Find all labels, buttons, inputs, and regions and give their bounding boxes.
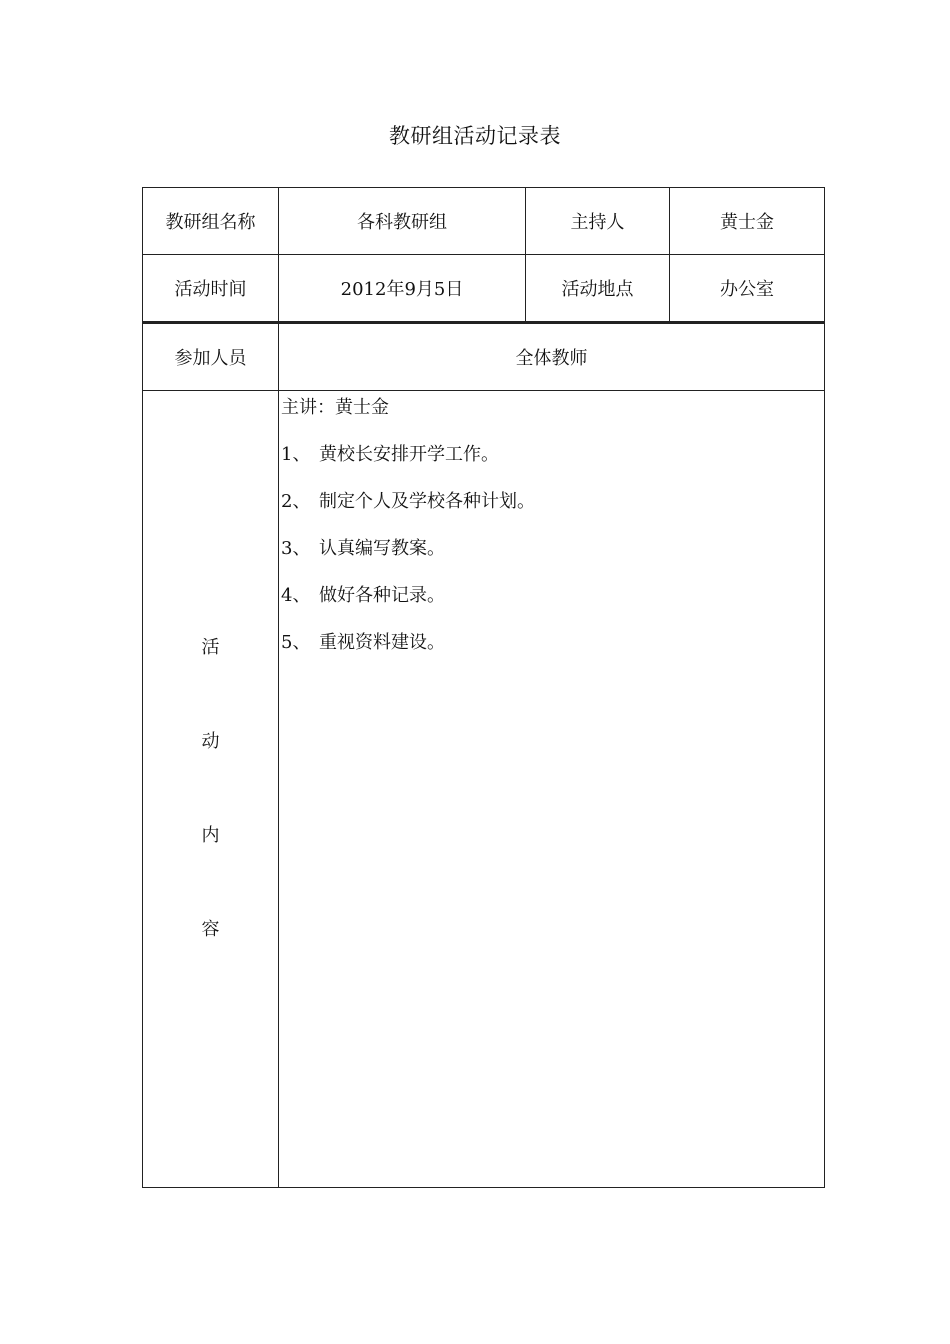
- table-row: [143, 255, 825, 323]
- participants-label: 参加人员: [143, 323, 279, 391]
- presenter-line: 主讲：黄士金: [281, 397, 389, 418]
- list-item: [281, 442, 824, 468]
- list-number: 5、: [281, 632, 311, 653]
- list-number: 1、: [281, 444, 311, 465]
- label-char: 动: [201, 731, 220, 752]
- list-item: [281, 489, 824, 515]
- activity-time-value: 2012年9月5日: [279, 255, 526, 323]
- activity-content-label: [143, 391, 279, 1188]
- activity-content-cell: [279, 391, 825, 1188]
- list-text: 制定个人及学校各种计划。: [319, 491, 535, 512]
- list-number: 2、: [281, 491, 311, 512]
- list-text: 认真编写教案。: [319, 538, 445, 559]
- activity-place-value: 办公室: [670, 255, 825, 323]
- table-row: [143, 188, 825, 255]
- list-number: 4、: [281, 585, 311, 606]
- group-name-label: 教研组名称: [143, 188, 279, 255]
- activity-record-table: [142, 187, 825, 1188]
- list-text: 做好各种记录。: [319, 585, 445, 606]
- group-name-value: 各科教研组: [279, 188, 526, 255]
- list-text: 重视资料建设。: [319, 632, 445, 653]
- list-item: [281, 630, 824, 656]
- page-title: 教研组活动记录表: [389, 124, 561, 148]
- label-char: 内: [201, 825, 220, 846]
- label-char: 容: [201, 919, 220, 940]
- participants-value: 全体教师: [279, 323, 825, 391]
- activity-time-label: 活动时间: [143, 255, 279, 323]
- host-label: 主持人: [526, 188, 670, 255]
- host-value: 黄士金: [670, 188, 825, 255]
- table-row: [143, 323, 825, 391]
- label-char: 活: [201, 637, 220, 658]
- list-item: [281, 583, 824, 609]
- list-text: 黄校长安排开学工作。: [319, 444, 499, 465]
- activity-place-label: 活动地点: [526, 255, 670, 323]
- vertical-label: [143, 391, 278, 1187]
- table-row: [143, 391, 825, 1188]
- list-item: [281, 536, 824, 562]
- list-number: 3、: [281, 538, 311, 559]
